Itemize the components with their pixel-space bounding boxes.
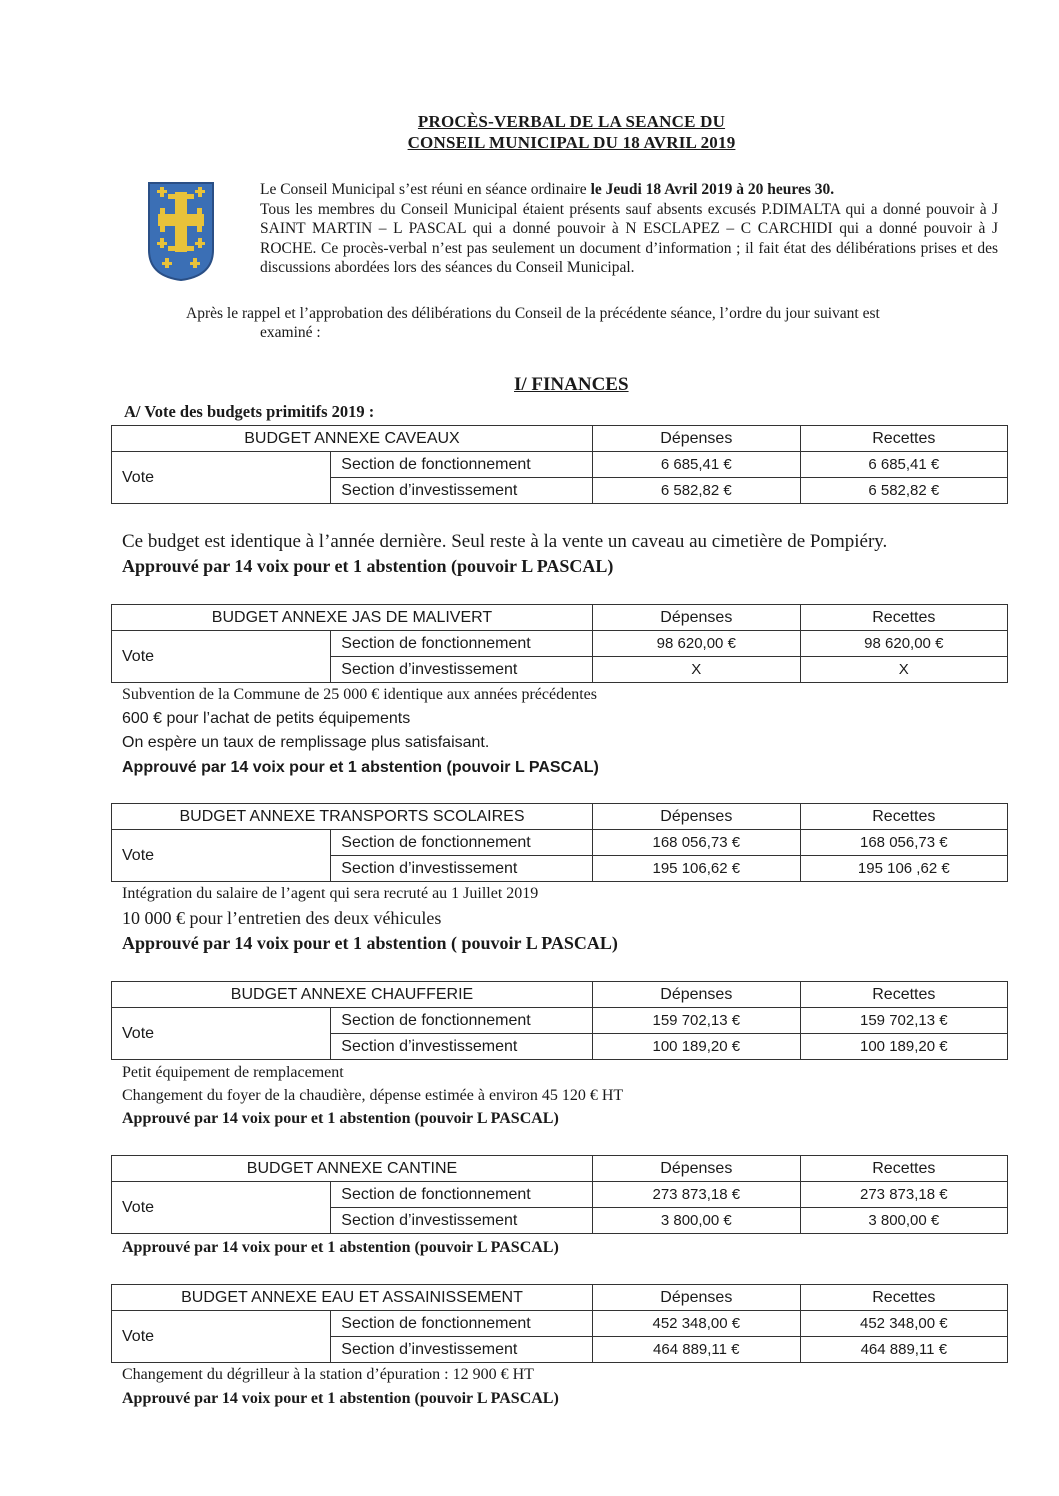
fonct-depenses: 452 348,00 € xyxy=(592,1311,800,1337)
row-investissement: Section d’investissement xyxy=(331,1208,593,1234)
row-investissement: Section d’investissement xyxy=(331,1034,593,1060)
budget-name: BUDGET ANNEXE CHAUFFERIE xyxy=(112,982,593,1008)
col-recettes: Recettes xyxy=(800,605,1007,631)
approval-text: Approuvé par 14 voix pour et 1 abstention (pouvoir L PASCAL) xyxy=(122,1239,559,1256)
approval-text: Approuvé par 14 voix pour et 1 abstention (pouvoir L PASCAL) xyxy=(122,556,614,576)
approval-text: Approuvé par 14 voix pour et 1 abstention (pouvoir L PASCAL) xyxy=(122,1390,559,1407)
row-investissement: Section d’investissement xyxy=(331,856,593,882)
row-vote: Vote xyxy=(112,1008,331,1060)
section-title: I/ FINANCES xyxy=(514,374,629,395)
inv-depenses: 100 189,20 € xyxy=(592,1034,800,1060)
inv-recettes: X xyxy=(800,657,1007,683)
inv-recettes: 464 889,11 € xyxy=(800,1337,1007,1363)
row-vote: Vote xyxy=(112,452,331,504)
fonct-recettes: 452 348,00 € xyxy=(800,1311,1007,1337)
col-recettes: Recettes xyxy=(800,804,1007,830)
coat-of-arms-icon xyxy=(146,180,216,282)
fonct-recettes: 98 620,00 € xyxy=(800,631,1007,657)
inv-depenses: 6 582,82 € xyxy=(592,478,800,504)
row-vote: Vote xyxy=(112,830,331,882)
agenda-intro: Après le rappel et l’approbation des délibérations du Conseil de la précédente séance, l’ordre du jour suivant est xyxy=(186,305,880,322)
page-title-line1: PROCÈS-VERBAL DE LA SEANCE DU xyxy=(417,112,726,131)
col-depenses: Dépenses xyxy=(592,1285,800,1311)
inv-recettes: 100 189,20 € xyxy=(800,1034,1007,1060)
budget-table-transports-scolaires xyxy=(111,803,1008,882)
budget-table-chaufferie xyxy=(111,981,1008,1060)
fonct-recettes: 159 702,13 € xyxy=(800,1008,1007,1034)
intro-paragraph xyxy=(260,180,998,278)
subsection-title: A/ Vote des budgets primitifs 2019 : xyxy=(124,402,375,421)
budget-note: Subvention de la Commune de 25 000 € identique aux années précédentes xyxy=(122,686,597,703)
col-depenses: Dépenses xyxy=(592,605,800,631)
row-vote: Vote xyxy=(112,631,331,683)
row-fonctionnement: Section de fonctionnement xyxy=(331,1182,593,1208)
fonct-recettes: 6 685,41 € xyxy=(800,452,1007,478)
inv-recettes: 6 582,82 € xyxy=(800,478,1007,504)
budget-table-caveaux xyxy=(111,425,1008,504)
fonct-depenses: 168 056,73 € xyxy=(592,830,800,856)
row-fonctionnement: Section de fonctionnement xyxy=(331,1311,593,1337)
inv-recettes: 3 800,00 € xyxy=(800,1208,1007,1234)
inv-recettes: 195 106 ,62 € xyxy=(800,856,1007,882)
fonct-recettes: 273 873,18 € xyxy=(800,1182,1007,1208)
col-recettes: Recettes xyxy=(800,426,1007,452)
fonct-depenses: 273 873,18 € xyxy=(592,1182,800,1208)
intro-body: Tous les membres du Conseil Municipal étaient présents sauf absents excusés P.DIMALTA qui a donné pouvoir à J SAINT MARTIN – L PASCAL qui a donné pouvoir à N ESCLAPEZ – C CARCHIDI qui a donné pouvoir à J ROCHE. Ce procès-verbal n’est pas seulement un document d’information ; il fait état des délibérations prises et des discussions abordées lors des séances du Conseil Municipal. xyxy=(260,200,998,276)
fonct-depenses: 98 620,00 € xyxy=(592,631,800,657)
budget-note: Changement du dégrilleur à la station d’épuration : 12 900 € HT xyxy=(122,1366,534,1383)
row-fonctionnement: Section de fonctionnement xyxy=(331,631,593,657)
row-fonctionnement: Section de fonctionnement xyxy=(331,452,593,478)
budget-note: Changement du foyer de la chaudière, dépense estimée à environ 45 120 € HT xyxy=(122,1087,624,1104)
row-investissement: Section d’investissement xyxy=(331,1337,593,1363)
budget-note: 10 000 € pour l’entretien des deux véhicules xyxy=(122,908,442,928)
col-recettes: Recettes xyxy=(800,1285,1007,1311)
inv-depenses: X xyxy=(592,657,800,683)
meeting-date: le Jeudi 18 Avril 2019 à 20 heures 30. xyxy=(590,181,835,198)
fonct-recettes: 168 056,73 € xyxy=(800,830,1007,856)
row-fonctionnement: Section de fonctionnement xyxy=(331,1008,593,1034)
budget-note: Petit équipement de remplacement xyxy=(122,1064,344,1081)
col-recettes: Recettes xyxy=(800,1156,1007,1182)
agenda-intro-cont: examiné : xyxy=(260,324,321,341)
budget-note: On espère un taux de remplissage plus satisfaisant. xyxy=(122,734,490,751)
col-recettes: Recettes xyxy=(800,982,1007,1008)
budget-table-cantine xyxy=(111,1155,1008,1234)
fonct-depenses: 159 702,13 € xyxy=(592,1008,800,1034)
fonct-depenses: 6 685,41 € xyxy=(592,452,800,478)
approval-text: Approuvé par 14 voix pour et 1 abstention (pouvoir L PASCAL) xyxy=(122,759,599,776)
budget-name: BUDGET ANNEXE JAS DE MALIVERT xyxy=(112,605,593,631)
budget-table-eau-assainissement xyxy=(111,1284,1008,1363)
budget-note: 600 € pour l’achat de petits équipements xyxy=(122,710,411,727)
row-investissement: Section d’investissement xyxy=(331,657,593,683)
row-vote: Vote xyxy=(112,1182,331,1234)
budget-table-jas-de-malivert xyxy=(111,604,1008,683)
budget-name: BUDGET ANNEXE TRANSPORTS SCOLAIRES xyxy=(112,804,593,830)
col-depenses: Dépenses xyxy=(592,1156,800,1182)
inv-depenses: 3 800,00 € xyxy=(592,1208,800,1234)
approval-text: Approuvé par 14 voix pour et 1 abstention (pouvoir L PASCAL) xyxy=(122,1110,559,1127)
inv-depenses: 195 106,62 € xyxy=(592,856,800,882)
intro-sentence: Le Conseil Municipal s’est réuni en séance ordinaire xyxy=(260,181,591,198)
row-investissement: Section d’investissement xyxy=(331,478,593,504)
page-title-line2: CONSEIL MUNICIPAL DU 18 AVRIL 2019 xyxy=(407,133,736,152)
budget-name: BUDGET ANNEXE CANTINE xyxy=(112,1156,593,1182)
col-depenses: Dépenses xyxy=(592,982,800,1008)
budget-note: Intégration du salaire de l’agent qui sera recruté au 1 Juillet 2019 xyxy=(122,885,539,902)
budget-name: BUDGET ANNEXE EAU ET ASSAINISSEMENT xyxy=(112,1285,593,1311)
col-depenses: Dépenses xyxy=(592,426,800,452)
row-fonctionnement: Section de fonctionnement xyxy=(331,830,593,856)
budget-note: Ce budget est identique à l’année dernière. Seul reste à la vente un caveau au cimetière de Pompiéry. xyxy=(122,531,888,552)
inv-depenses: 464 889,11 € xyxy=(592,1337,800,1363)
approval-text: Approuvé par 14 voix pour et 1 abstention ( pouvoir L PASCAL) xyxy=(122,933,618,953)
row-vote: Vote xyxy=(112,1311,331,1363)
col-depenses: Dépenses xyxy=(592,804,800,830)
budget-name: BUDGET ANNEXE CAVEAUX xyxy=(112,426,593,452)
